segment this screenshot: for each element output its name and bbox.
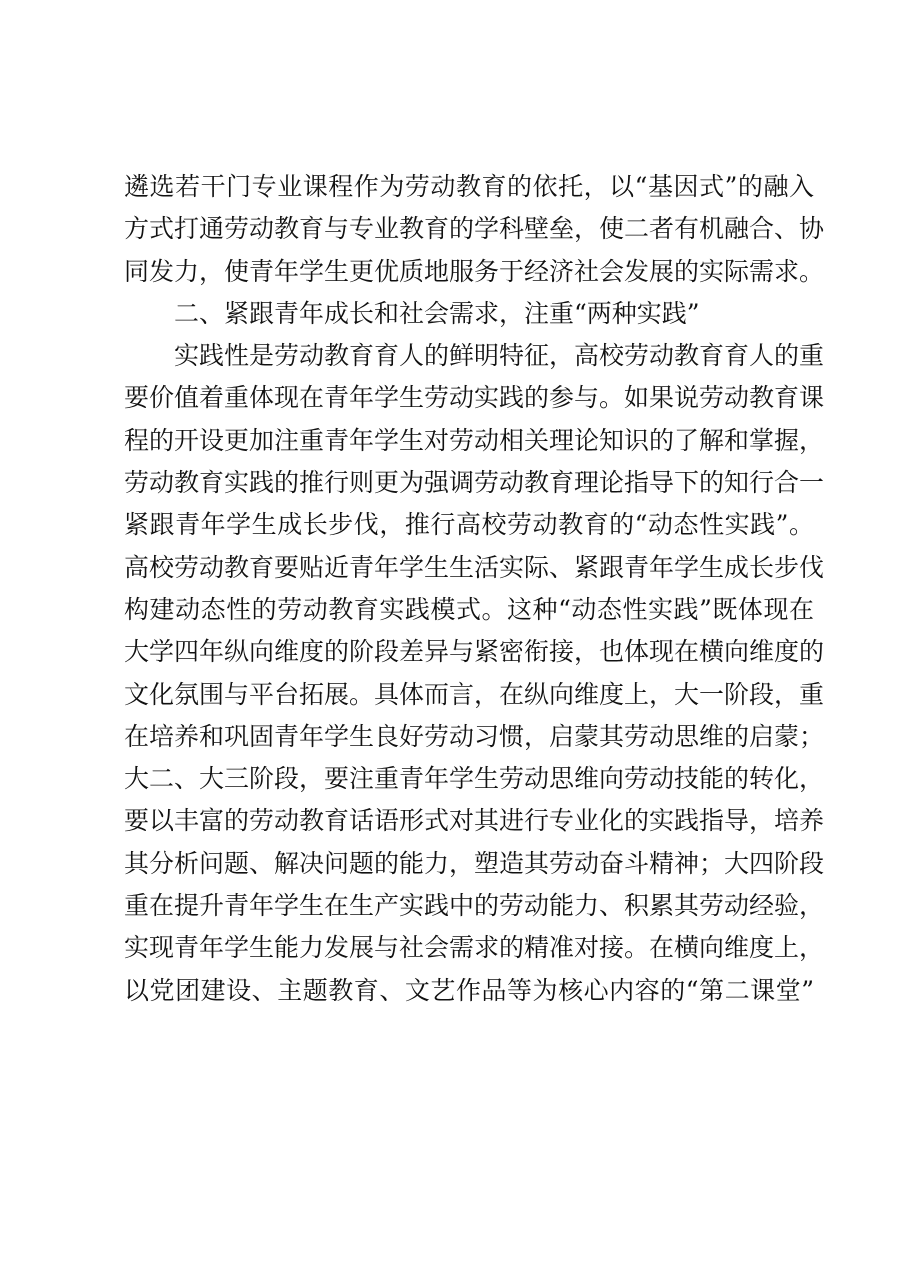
body-line: 以党团建设、主题教育、文艺作品等为核心内容的“第二课堂” — [124, 975, 814, 1005]
body-line: 大二、大三阶段，要注重青年学生劳动思维向劳动技能的转化， — [124, 764, 825, 794]
section-heading: 二、紧跟青年成长和社会需求，注重“两种实践” — [174, 298, 700, 328]
body-line: 高校劳动教育要贴近青年学生生活实际、紧跟青年学生成长步伐 — [124, 552, 825, 582]
body-line: 方式打通劳动教育与专业教育的学科壁垒，使二者有机融合、协 — [124, 214, 825, 244]
body-line: 同发力，使青年学生更优质地服务于经济社会发展的实际需求。 — [124, 256, 825, 286]
body-line: 构建动态性的劳动教育实践模式。这种“动态性实践”既体现在 — [124, 594, 814, 624]
body-line: 重在提升青年学生在生产实践中的劳动能力、积累其劳动经验， — [124, 891, 825, 921]
body-line: 紧跟青年学生成长步伐，推行高校劳动教育的“动态性实践”。 — [124, 510, 814, 540]
body-line: 大学四年纵向维度的阶段差异与紧密衔接，也体现在横向维度的 — [124, 637, 825, 667]
body-line: 遴选若干门专业课程作为劳动教育的依托，以“基因式”的融入 — [124, 172, 814, 201]
body-line: 要价值着重体现在青年学生劳动实践的参与。如果说劳动教育课 — [124, 383, 825, 413]
body-line: 实践性是劳动教育育人的鲜明特征，高校劳动教育育人的重 — [174, 341, 825, 371]
body-line: 劳动教育实践的推行则更为强调劳动教育理论指导下的知行合一 — [124, 468, 825, 498]
body-line: 在培养和巩固青年学生良好劳动习惯，启蒙其劳动思维的启蒙； — [124, 721, 825, 751]
body-line: 实现青年学生能力发展与社会需求的精准对接。在横向维度上， — [124, 933, 825, 963]
body-line: 要以丰富的劳动教育话语形式对其进行专业化的实践指导，培养 — [124, 806, 825, 836]
body-line: 程的开设更加注重青年学生对劳动相关理论知识的了解和掌握， — [124, 425, 825, 455]
body-line: 其分析问题、解决问题的能力，塑造其劳动奋斗精神；大四阶段 — [124, 848, 825, 878]
document-body — [124, 166, 825, 1012]
body-line: 文化氛围与平台拓展。具体而言，在纵向维度上，大一阶段，重 — [124, 679, 825, 709]
